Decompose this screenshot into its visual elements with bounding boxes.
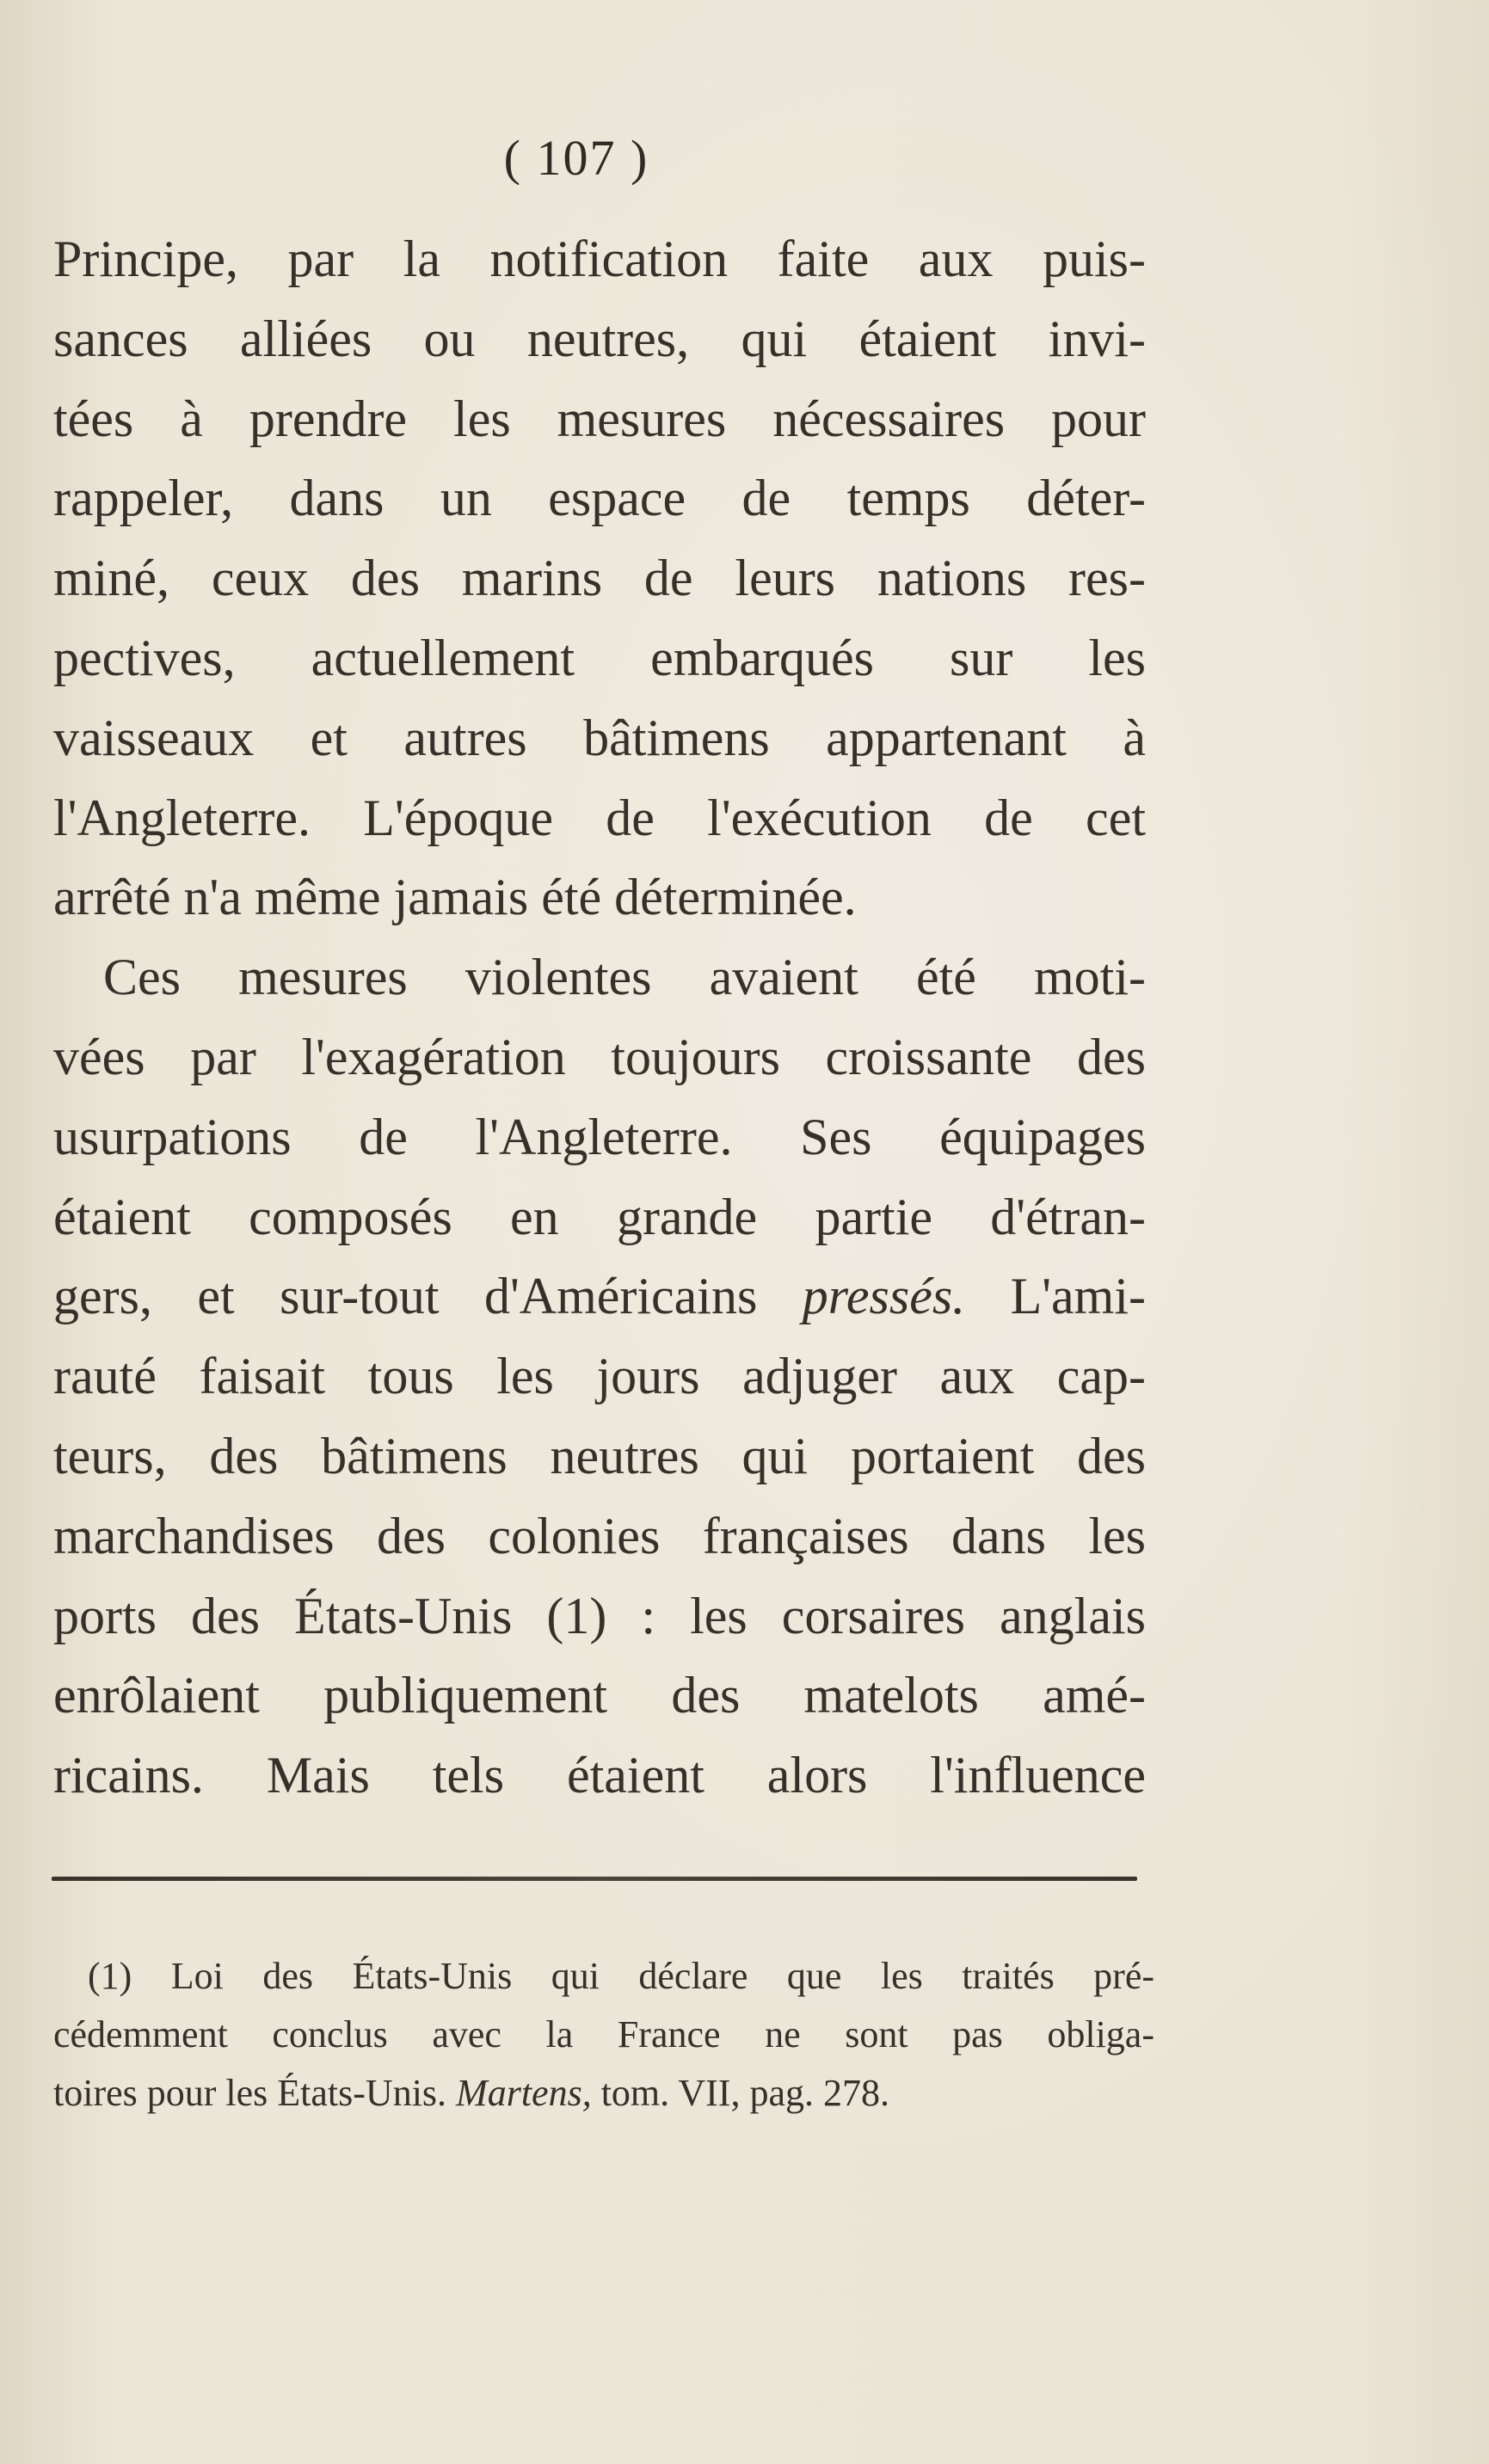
text-line: vaisseaux et autres bâtimens appartenant à <box>53 709 1146 766</box>
text-line: étaient composés en grande partie d'étran- <box>53 1188 1146 1245</box>
text-line: miné, ceux des marins de leurs nations res- <box>53 550 1146 607</box>
text-line: sances alliées ou neutres, qui étaient invi- <box>53 310 1146 367</box>
text-line: rappeler, dans un espace de temps déter- <box>53 470 1146 527</box>
text-segment: gers, et sur-tout d'Américains <box>53 1268 758 1325</box>
paragraph-start-line: Ces mesures violentes avaient été moti- <box>103 949 1146 1006</box>
footnote-line: (1) Loi des États-Unis qui déclare que les traités pré- <box>88 1955 1154 1997</box>
text-line: Principe, par la notification faite aux puis- <box>53 230 1146 287</box>
text-line: pectives, actuellement embarqués sur les <box>53 629 1146 686</box>
text-segment: toires pour les États-Unis. <box>53 2072 447 2114</box>
text-line: tées à prendre les mesures nécessaires pour <box>53 390 1146 447</box>
text-segment: tom. VII, pag. 278. <box>600 2072 889 2114</box>
italic-word: pressés. <box>802 1268 966 1325</box>
text-line: enrôlaient publiquement des matelots amé- <box>53 1667 1146 1724</box>
text-line: usurpations de l'Angleterre. Ses équipages <box>53 1108 1146 1165</box>
text-line: teurs, des bâtimens neutres qui portaient des <box>53 1427 1146 1484</box>
footnote <box>53 1947 1154 2123</box>
text-line: vées par l'exagération toujours croissante des <box>53 1028 1146 1085</box>
text-line: arrêté n'a même jamais été déterminée. <box>53 869 857 926</box>
text-line: marchandises des colonies françaises dans les <box>53 1507 1146 1564</box>
footnote-divider <box>52 1877 1137 1881</box>
text-segment: L'ami- <box>1010 1268 1147 1325</box>
footnote-line: cédemment conclus avec la France ne sont pas obliga- <box>53 2013 1154 2055</box>
text-line: rauté faisait tous les jours adjuger aux cap- <box>53 1348 1146 1405</box>
italic-citation: Martens, <box>456 2072 592 2114</box>
text-line-mixed <box>53 1257 1146 1336</box>
text-line: l'Angleterre. L'époque de l'exécution de cet <box>53 789 1146 846</box>
body-text <box>53 219 1146 1816</box>
page-number: ( 107 ) <box>503 130 649 186</box>
footnote-line-mixed <box>53 2064 1154 2123</box>
text-line: ricains. Mais tels étaient alors l'influence <box>53 1747 1146 1804</box>
text-line: ports des États-Unis (1) : les corsaires anglais <box>53 1587 1146 1644</box>
